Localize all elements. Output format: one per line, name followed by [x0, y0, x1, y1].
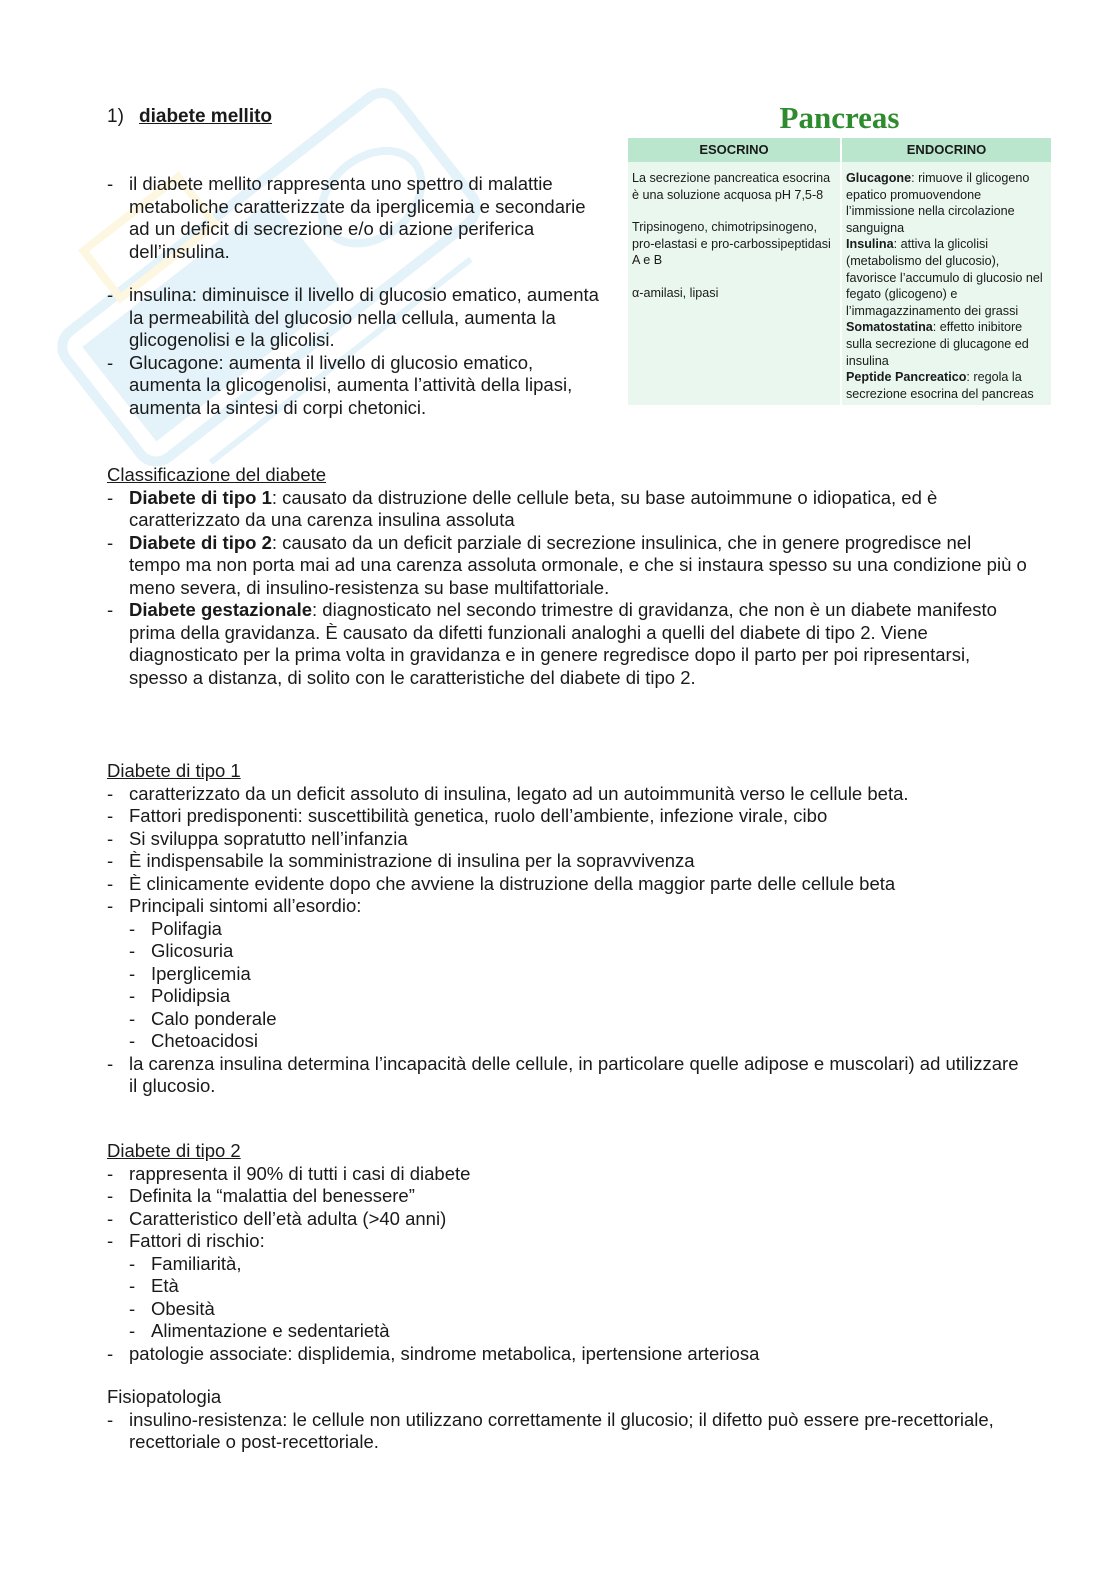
esocrino-cell	[628, 162, 841, 405]
section-tipo2	[107, 1140, 1027, 1365]
esocrino-text: α-amilasi, lipasi	[632, 285, 719, 300]
endocrino-entry	[846, 319, 1047, 369]
endocrino-desc: : effetto inibitore sulla secrezione di glucagone ed insulina	[846, 320, 1029, 368]
list-item	[107, 895, 1027, 1053]
section-tipo1	[107, 760, 1027, 1098]
pancreas-figure	[628, 98, 1051, 405]
section-title: Classificazione del diabete	[107, 464, 327, 485]
sub-list-item: - Calo ponderale	[129, 1008, 1027, 1031]
item-term: Diabete di tipo 2	[129, 531, 272, 553]
section-fisiopatologia	[107, 1386, 1027, 1454]
item-term: Diabete gestazionale	[129, 599, 313, 620]
pancreas-table	[628, 138, 1051, 405]
endocrino-term: Somatostatina	[846, 320, 933, 335]
endocrino-term: Insulina	[846, 237, 894, 252]
sub-list-item: - Polifagia	[129, 918, 1027, 941]
esocrino-text: La secrezione pancreatica esocrina è una soluzione acquosa pH 7,5-8	[632, 171, 831, 202]
intro-list	[107, 173, 607, 419]
sub-list-item: - Iperglicemia	[129, 963, 1027, 986]
item-text: Principali sintomi all’esordio:	[129, 895, 362, 916]
endocrino-desc: : regola la secrezione esocrina del pancreas	[846, 370, 1034, 401]
endocrino-term: Glucagone	[846, 171, 912, 185]
list-item: - Definita la “malattia del benessere”	[107, 1185, 1027, 1208]
sub-list-item: - Età	[129, 1275, 1027, 1298]
item-term: Diabete di tipo 1	[129, 486, 272, 508]
sub-list-item: - Polidipsia	[129, 985, 1027, 1008]
sub-list-item: - Alimentazione e sedentarietà	[129, 1320, 1027, 1343]
fisiopatologia-list	[107, 1409, 1027, 1454]
sintomi-list	[129, 918, 1027, 1053]
section-classificazione	[107, 464, 1027, 689]
endocrino-desc: : rimuove il glicogeno epatico promuovendone l’immissione nella circolazione sanguigna	[846, 171, 1030, 235]
endocrino-term: Peptide Pancreatico	[846, 370, 967, 385]
pancreas-title: Pancreas	[779, 100, 900, 135]
endocrino-entry	[846, 170, 1047, 236]
section-title: Fisiopatologia	[107, 1386, 222, 1407]
list-item: - insulino-resistenza: le cellule non utilizzano correttamente il glucosio; il difetto può essere pre-recettoriale, recettoriale o post-recettoriale.	[107, 1409, 1027, 1454]
table-header-endocrino: ENDOCRINO	[841, 138, 1051, 162]
heading-number: 1)	[107, 106, 124, 127]
endocrino-entry	[846, 236, 1047, 319]
intro-item: - insulina: diminuisce il livello di glucosio ematico, aumenta la permeabilità del glucosio nella cellula, aumenta la glicogenolisi e la glicolisi.	[107, 284, 607, 352]
list-item: - rappresenta il 90% di tutti i casi di diabete	[107, 1163, 1027, 1186]
list-item: - È clinicamente evidente dopo che avviene la distruzione della maggior parte delle cellule beta	[107, 873, 1027, 896]
list-item	[107, 1230, 1027, 1343]
esocrino-text: Tripsinogeno, chimotripsinogeno, pro-elastasi e pro-carbossipeptidasi A e B	[632, 220, 831, 268]
list-item	[107, 599, 1027, 689]
list-item: - Fattori predisponenti: suscettibilità genetica, ruolo dell’ambiente, infezione virale, cibo	[107, 805, 1027, 828]
section-title: Diabete di tipo 2	[107, 1140, 241, 1161]
list-item	[107, 532, 1027, 600]
endocrino-desc: : attiva la glicolisi (metabolismo del glucosio), favorisce l’accumulo di glucosio nel fegato (glicogeno) e l’immagazzinamento dei grassi	[846, 237, 1043, 318]
endocrino-cell	[841, 162, 1051, 405]
sub-list-item: - Glicosuria	[129, 940, 1027, 963]
main-heading	[107, 106, 272, 128]
list-item: - caratterizzato da un deficit assoluto di insulina, legato ad un autoimmunità verso le cellule beta.	[107, 783, 1027, 806]
item-text: Fattori di rischio:	[129, 1230, 265, 1251]
list-item	[107, 487, 1027, 532]
list-item: - Caratteristico dell’età adulta (>40 anni)	[107, 1208, 1027, 1231]
section-title: Diabete di tipo 1	[107, 760, 241, 781]
fattori-list	[129, 1253, 1027, 1343]
sub-list-item: - Chetoacidosi	[129, 1030, 1027, 1053]
list-item: - la carenza insulina determina l’incapacità delle cellule, in particolare quelle adipose e muscolari) ad utilizzare il glucosio.	[107, 1053, 1027, 1098]
list-item: - patologie associate: displidemia, sindrome metabolica, ipertensione arteriosa	[107, 1343, 1027, 1366]
tipo1-list	[107, 783, 1027, 1098]
sub-list-item: - Obesità	[129, 1298, 1027, 1321]
intro-item: - il diabete mellito rappresenta uno spettro di malattie metaboliche caratterizzate da iperglicemia e secondarie ad un deficit di secrezione e/o di azione periferica dell’insulina.	[107, 173, 607, 263]
list-item: - È indispensabile la somministrazione di insulina per la sopravvivenza	[107, 850, 1027, 873]
sub-list-item: - Familiarità,	[129, 1253, 1027, 1276]
tipo2-list	[107, 1163, 1027, 1366]
intro-item: - Glucagone: aumenta il livello di glucosio ematico, aumenta la glicogenolisi, aumenta l’attività della lipasi, aumenta la sintesi di corpi chetonici.	[107, 352, 607, 420]
classificazione-list	[107, 487, 1027, 690]
item-text: : causato da un deficit parziale di secrezione insulinica, che in genere progredisce nel tempo ma non porta mai ad una carenza assoluta ormonale, e che si instaura spesso su una condizione più o meno severa, di insulino-resistenza su base multifattoriale.	[129, 531, 1027, 598]
list-item: - Si sviluppa sopratutto nell’infanzia	[107, 828, 1027, 851]
heading-title: diabete mellito	[139, 106, 273, 127]
item-text: : causato da distruzione delle cellule beta, su base autoimmune o idiopatica, ed è caratterizzato da una carenza insulina assoluta	[129, 486, 938, 530]
item-text: : diagnosticato nel secondo trimestre di gravidanza, che non è un diabete manifesto prima della gravidanza. È causato da difetti funzionali analoghi a quelli del diabete di tipo 2. Viene diagnosticato per la prima volta in gravidanza e in genere regredisce dopo il parto per poi ripresentarsi, spesso a distanza, di solito con le caratteristiche del diabete di tipo 2.	[129, 599, 997, 688]
endocrino-entry	[846, 369, 1047, 402]
table-header-esocrino: ESOCRINO	[628, 138, 841, 162]
